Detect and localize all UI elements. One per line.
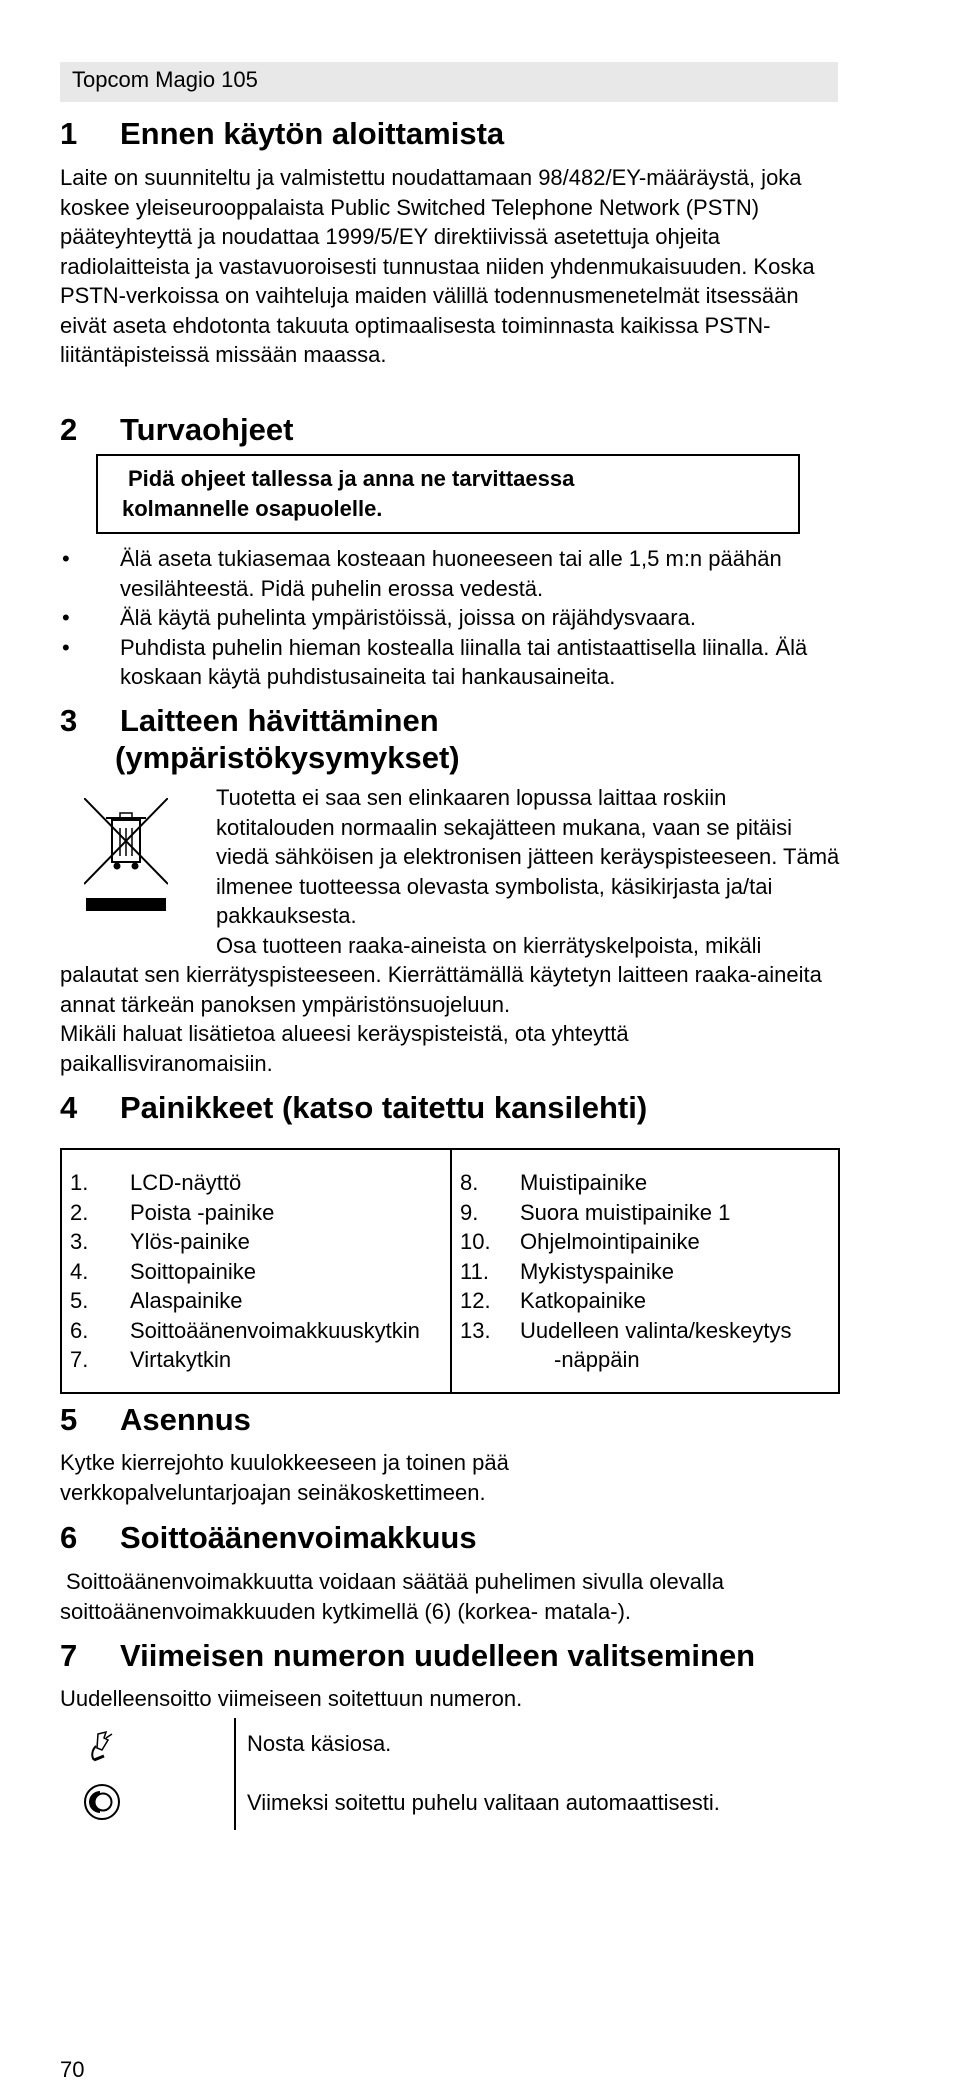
safety-notice-line-2: kolmannelle osapuolelle. [122, 496, 383, 521]
item-label: Ohjelmointipainike [520, 1229, 700, 1254]
item-label: Soittoäänenvoimakkuuskytkin [130, 1317, 420, 1343]
redial-button-icon [82, 1782, 122, 1822]
table-row [62, 1345, 450, 1375]
safety-notice-line-1: Pidä ohjeet tallessa ja anna ne tarvittaessa [128, 466, 575, 491]
item-label: Ylös-painike [130, 1229, 250, 1254]
safety-notice-box [96, 454, 800, 534]
section-4-title: Painikkeet (katso taitettu kansilehti) [120, 1090, 648, 1125]
section-7-intro: Uudelleensoitto viimeiseen soitettuun numeron. [60, 1686, 523, 1711]
item-number: 1. [70, 1170, 89, 1195]
table-row [62, 1198, 450, 1228]
section-3-body-1: Tuotetta ei saa sen elinkaaren lopussa laittaa roskiin kotitalouden normaalin sekajätteen mukana, vaan se pitäisi viedä sähköisen ja elektronisen jätteen keräyspisteeseen. Tämä ilmenee tuotteessa olevasta symbolista, käsikirjasta ja/tai pakkauksesta. [216, 785, 840, 928]
table-row [62, 1227, 450, 1257]
section-5-body: Kytke kierrejohto kuulokkeeseen ja toinen pää verkkopalveluntarjoajan seinäkoskettimeen. [60, 1450, 509, 1505]
lift-handset-icon [82, 1728, 122, 1768]
bullet-text: Älä käytä puhelinta ympäristöissä, joissa on räjähdysvaara. [120, 605, 696, 630]
list-item [60, 544, 840, 603]
item-number: 10. [460, 1229, 491, 1254]
safety-bullet-list [60, 544, 840, 692]
section-1-number: 1 [60, 116, 78, 151]
buttons-table-left-column [62, 1150, 452, 1392]
section-1-heading [60, 116, 504, 152]
section-6-body: Soittoäänenvoimakkuutta voidaan säätää puhelimen sivulla olevalla soittoäänenvoimakkuuden kytkimellä (6) (korkea- matala-). [60, 1569, 724, 1624]
section-5-heading [60, 1402, 251, 1438]
item-label: Virtakytkin [130, 1347, 232, 1372]
item-label: Alaspainike [130, 1288, 243, 1313]
item-label: Mykistyspainike [520, 1258, 675, 1284]
bullet-text: Älä aseta tukiasemaa kosteaan huoneeseen tai alle 1,5 m:n päähän vesilähteestä. Pidä puhelin erossa vedestä. [120, 546, 782, 601]
item-label: LCD-näyttö [130, 1170, 242, 1195]
buttons-table [60, 1148, 840, 1394]
list-item [60, 603, 840, 633]
section-3-body-2: Osa tuotteen raaka-aineista on kierrätyskelpoista, mikäli [216, 933, 762, 958]
item-label: Muistipainike [520, 1170, 648, 1195]
table-row [62, 1257, 450, 1287]
section-3-heading [60, 703, 439, 739]
item-number: 12. [460, 1288, 491, 1313]
section-6-title: Soittoäänenvoimakkuus [120, 1520, 477, 1555]
item-number: 3. [70, 1229, 89, 1254]
table-row [452, 1168, 838, 1198]
document-header-title: Topcom Magio 105 [72, 67, 258, 92]
table-row [452, 1198, 838, 1228]
item-label: Uudelleen valinta/keskeytys [520, 1317, 792, 1343]
table-row [62, 1286, 450, 1316]
section-3-title-line-2: (ympäristökysymykset) [115, 740, 460, 775]
table-row [452, 1227, 838, 1257]
item-label: Soittopainike [130, 1258, 256, 1284]
section-2-number: 2 [60, 412, 78, 447]
item-label: Poista -painike [130, 1199, 275, 1225]
section-5-number: 5 [60, 1402, 78, 1437]
bullet-icon: • [62, 546, 70, 571]
page-number: 70 [60, 2057, 85, 2082]
bullet-icon: • [62, 634, 70, 660]
section-3-title-line-1: Laitteen hävittäminen [120, 703, 439, 738]
section-2-heading [60, 412, 293, 448]
section-6-number: 6 [60, 1520, 78, 1555]
weee-crossed-bin-icon [84, 798, 168, 914]
item-label: Suora muistipainike 1 [520, 1199, 731, 1225]
section-7-heading [60, 1638, 755, 1674]
section-6-heading [60, 1520, 477, 1556]
redial-steps-table [70, 1718, 830, 1830]
item-label: Katkopainike [520, 1288, 646, 1313]
section-4-heading [60, 1090, 647, 1126]
section-2-title: Turvaohjeet [120, 412, 294, 447]
section-3-body-3: palautat sen kierrätyspisteeseen. Kierrättämällä käytetyn laitteen raaka-aineita annat tärkeän panoksen ympäristönsuojeluun. [60, 962, 822, 1017]
item-number: 9. [460, 1199, 479, 1225]
section-1-body: Laite on suunniteltu ja valmistettu noudattamaan 98/482/EY-määräystä, joka koskee yleiseurooppalaista Public Switched Telephone Network (PSTN) pääteyhteyttä ja noudattaa 1999/5/EY direktiivissä asetettuja ohjeita radiolaitteista ja vastavuoroisesti tunnustaa niiden yhdenmukaisuuden. Koska PSTN-verkoissa on vaihteluja maiden välillä todennusmenetelmät itsessään eivät aseta ehdotonta takuuta optimaalisesta toiminnasta kaikissa PSTN-liitäntäpisteissä missään maassa. [60, 165, 815, 367]
table-row [452, 1257, 838, 1287]
table-row [62, 1316, 450, 1346]
item-label-continuation: -näppäin [554, 1347, 640, 1372]
item-number: 2. [70, 1199, 89, 1225]
list-item [60, 633, 840, 692]
step-1-text: Nosta käsiosa. [247, 1731, 392, 1756]
item-number: 8. [460, 1170, 479, 1195]
item-number: 11. [460, 1258, 489, 1284]
section-7-number: 7 [60, 1638, 78, 1673]
bullet-text: Puhdista puhelin hieman kostealla liinalla tai antistaattisella liinalla. Älä koskaan käytä puhdistusaineita tai hankausaineita. [120, 634, 808, 689]
section-7-title: Viimeisen numeron uudelleen valitseminen [120, 1638, 756, 1673]
table-row [452, 1316, 838, 1346]
item-number: 4. [70, 1258, 89, 1284]
table-row [452, 1286, 838, 1316]
item-number: 6. [70, 1317, 89, 1343]
bullet-icon: • [62, 605, 70, 630]
section-3-number: 3 [60, 703, 78, 738]
step-2-text: Viimeksi soitettu puhelu valitaan automaattisesti. [247, 1790, 720, 1815]
section-4-number: 4 [60, 1090, 78, 1125]
item-number: 13. [460, 1317, 491, 1343]
step-divider [234, 1718, 236, 1830]
item-number: 7. [70, 1347, 89, 1372]
item-number: 5. [70, 1288, 89, 1313]
table-row [62, 1168, 450, 1198]
section-3-body-4: Mikäli haluat lisätietoa alueesi keräyspisteistä, ota yhteyttä paikallisviranomaisiin. [60, 1021, 629, 1076]
buttons-table-right-column [452, 1150, 838, 1392]
section-5-title: Asennus [120, 1402, 251, 1437]
section-1-title: Ennen käytön aloittamista [120, 116, 505, 151]
